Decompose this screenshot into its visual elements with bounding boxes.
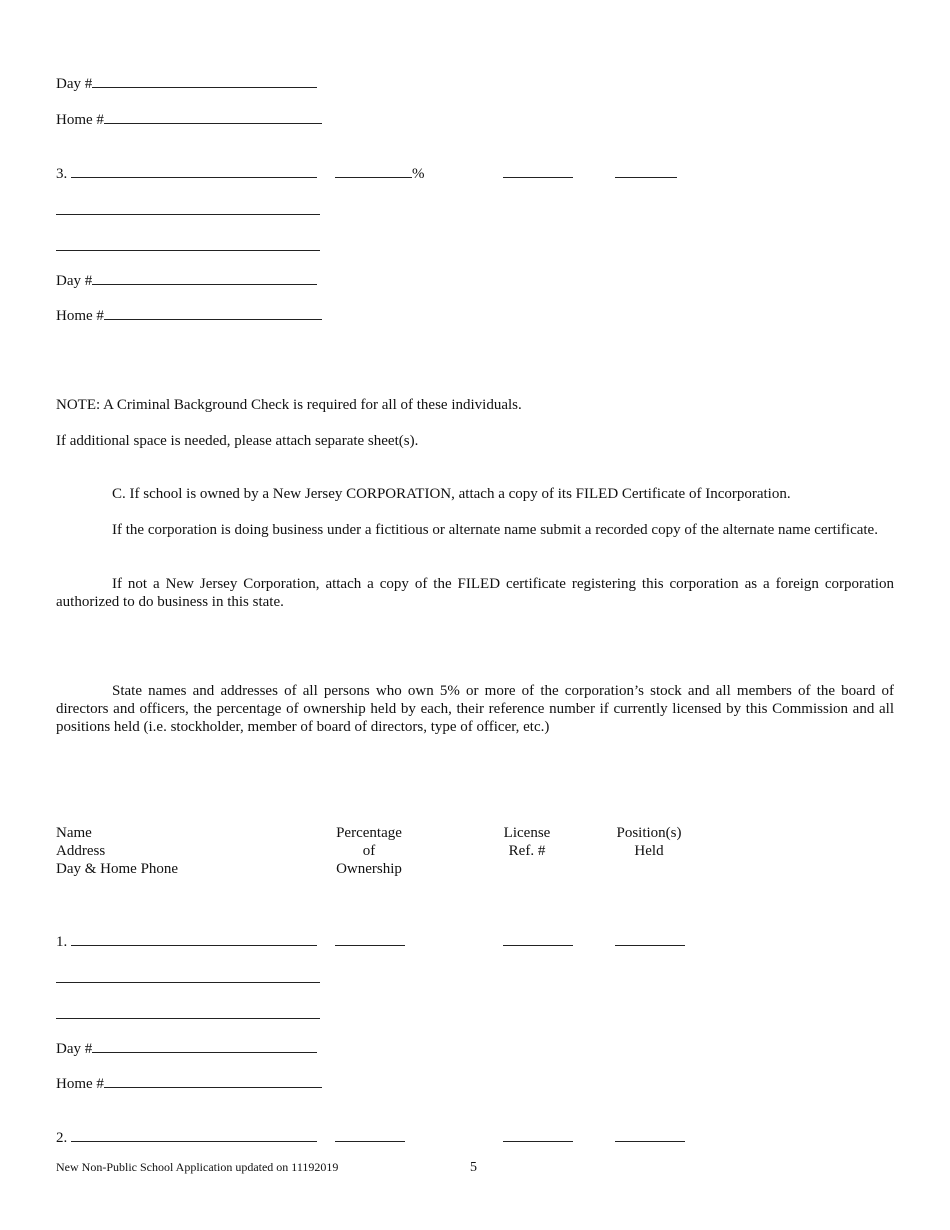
- header-position-column: [614, 824, 684, 860]
- day-phone-field[interactable]: [56, 74, 317, 93]
- entry-3-home-label: Home #: [56, 308, 104, 324]
- entry-3-percentage-field[interactable]: [335, 164, 425, 183]
- entry-3-day-label: Day #: [56, 273, 93, 289]
- entry-2-position-blank[interactable]: [615, 1128, 685, 1142]
- entry-1-address-blank-1[interactable]: [56, 969, 320, 983]
- entry-3-position-field[interactable]: [615, 164, 677, 183]
- entry-2-percentage-field[interactable]: [335, 1128, 405, 1147]
- entry-3-address-line-2[interactable]: [56, 237, 320, 256]
- entry-3-address-line-1[interactable]: [56, 201, 320, 220]
- home-phone-blank[interactable]: [104, 110, 322, 124]
- section-c-text-1: C. If school is owned by a New Jersey CORPORATION, attach a copy of its FILED Certificate of Incorporation.: [112, 486, 791, 502]
- entry-2-number: 2.: [56, 1130, 68, 1146]
- entry-3-name-blank[interactable]: [71, 164, 317, 178]
- header-held: Held: [634, 843, 664, 859]
- entry-3-home-blank[interactable]: [104, 306, 322, 320]
- header-phone: Day & Home Phone: [56, 861, 179, 877]
- additional-space-note: If additional space is needed, please attach separate sheet(s).: [56, 433, 419, 449]
- entry-1-name-blank[interactable]: [71, 932, 317, 946]
- entry-3-license-field[interactable]: [503, 164, 573, 183]
- entry-2-percentage-blank[interactable]: [335, 1128, 405, 1142]
- entry-3-license-blank[interactable]: [503, 164, 573, 178]
- entry-3-home-phone-field[interactable]: [56, 306, 322, 325]
- entry-1-address-blank-2[interactable]: [56, 1005, 320, 1019]
- entry-3-address-blank-1[interactable]: [56, 201, 320, 215]
- entry-1-position-blank[interactable]: [615, 932, 685, 946]
- entry-2-position-field[interactable]: [615, 1128, 685, 1147]
- day-phone-label: Day #: [56, 76, 93, 92]
- entry-1-home-phone-field[interactable]: [56, 1074, 322, 1093]
- header-ref: Ref. #: [508, 843, 546, 859]
- footer-text: New Non-Public School Application updated on 11192019: [56, 1160, 339, 1174]
- entry-3-day-phone-field[interactable]: [56, 271, 317, 290]
- entry-1-address-line-2[interactable]: [56, 1005, 320, 1024]
- entry-3-number: 3.: [56, 166, 68, 182]
- entry-3-name-field[interactable]: [56, 164, 317, 183]
- entry-1-address-line-1[interactable]: [56, 969, 320, 988]
- home-phone-field[interactable]: [56, 110, 322, 129]
- entry-1-home-blank[interactable]: [104, 1074, 322, 1088]
- entry-3-position-blank[interactable]: [615, 164, 677, 178]
- page-number: 5: [470, 1160, 477, 1175]
- percent-sign: %: [412, 166, 425, 182]
- entry-3-day-blank[interactable]: [92, 271, 317, 285]
- header-ownership: Ownership: [336, 861, 402, 877]
- entry-2-license-blank[interactable]: [503, 1128, 573, 1142]
- header-address: Address: [56, 843, 106, 859]
- criminal-check-note: NOTE: A Criminal Background Check is required for all of these individuals.: [56, 397, 522, 413]
- entry-1-position-field[interactable]: [615, 932, 685, 951]
- entry-1-percentage-field[interactable]: [335, 932, 405, 951]
- entry-1-percentage-blank[interactable]: [335, 932, 405, 946]
- section-c-paragraph-4: [56, 682, 894, 736]
- entry-1-license-blank[interactable]: [503, 932, 573, 946]
- entry-2-name-blank[interactable]: [71, 1128, 317, 1142]
- section-c-text-4: State names and addresses of all persons who own 5% or more of the corporation’s stock and all members of the board of directors and officers, the percentage of ownership held by each, their reference number if currently licensed by this Commission and all positions held (i.e. stockholder, member of board of directors, type of officer, etc.): [56, 683, 894, 735]
- entry-1-home-label: Home #: [56, 1076, 104, 1092]
- entry-1-license-field[interactable]: [503, 932, 573, 951]
- section-c-text-2: If the corporation is doing business under a fictitious or alternate name submit a recorded copy of the alternate name certificate.: [112, 522, 878, 538]
- entry-3-address-blank-2[interactable]: [56, 237, 320, 251]
- home-phone-label: Home #: [56, 112, 104, 128]
- header-of: of: [362, 843, 376, 859]
- entry-2-license-field[interactable]: [503, 1128, 573, 1147]
- entry-1-number: 1.: [56, 934, 68, 950]
- section-c-text-3: If not a New Jersey Corporation, attach a copy of the FILED certificate registering this corporation as a foreign corporation authorized to do business in this state.: [56, 576, 894, 610]
- header-percentage: Percentage: [336, 825, 402, 841]
- day-phone-blank[interactable]: [92, 74, 317, 88]
- section-c-paragraph-2: [56, 521, 894, 539]
- entry-2-name-field[interactable]: [56, 1128, 317, 1147]
- entry-1-name-field[interactable]: [56, 932, 317, 951]
- header-positions: Position(s): [616, 825, 682, 841]
- header-percentage-column: [335, 824, 403, 878]
- section-c-paragraph-3: [56, 575, 894, 611]
- section-c-paragraph-1: [56, 485, 894, 503]
- entry-1-day-blank[interactable]: [92, 1039, 317, 1053]
- header-name-column: [56, 824, 178, 878]
- header-name: Name: [56, 825, 92, 841]
- entry-1-day-label: Day #: [56, 1041, 93, 1057]
- header-license: License: [503, 825, 551, 841]
- entry-3-percentage-blank[interactable]: [335, 164, 412, 178]
- entry-1-day-phone-field[interactable]: [56, 1039, 317, 1058]
- header-license-column: [500, 824, 554, 860]
